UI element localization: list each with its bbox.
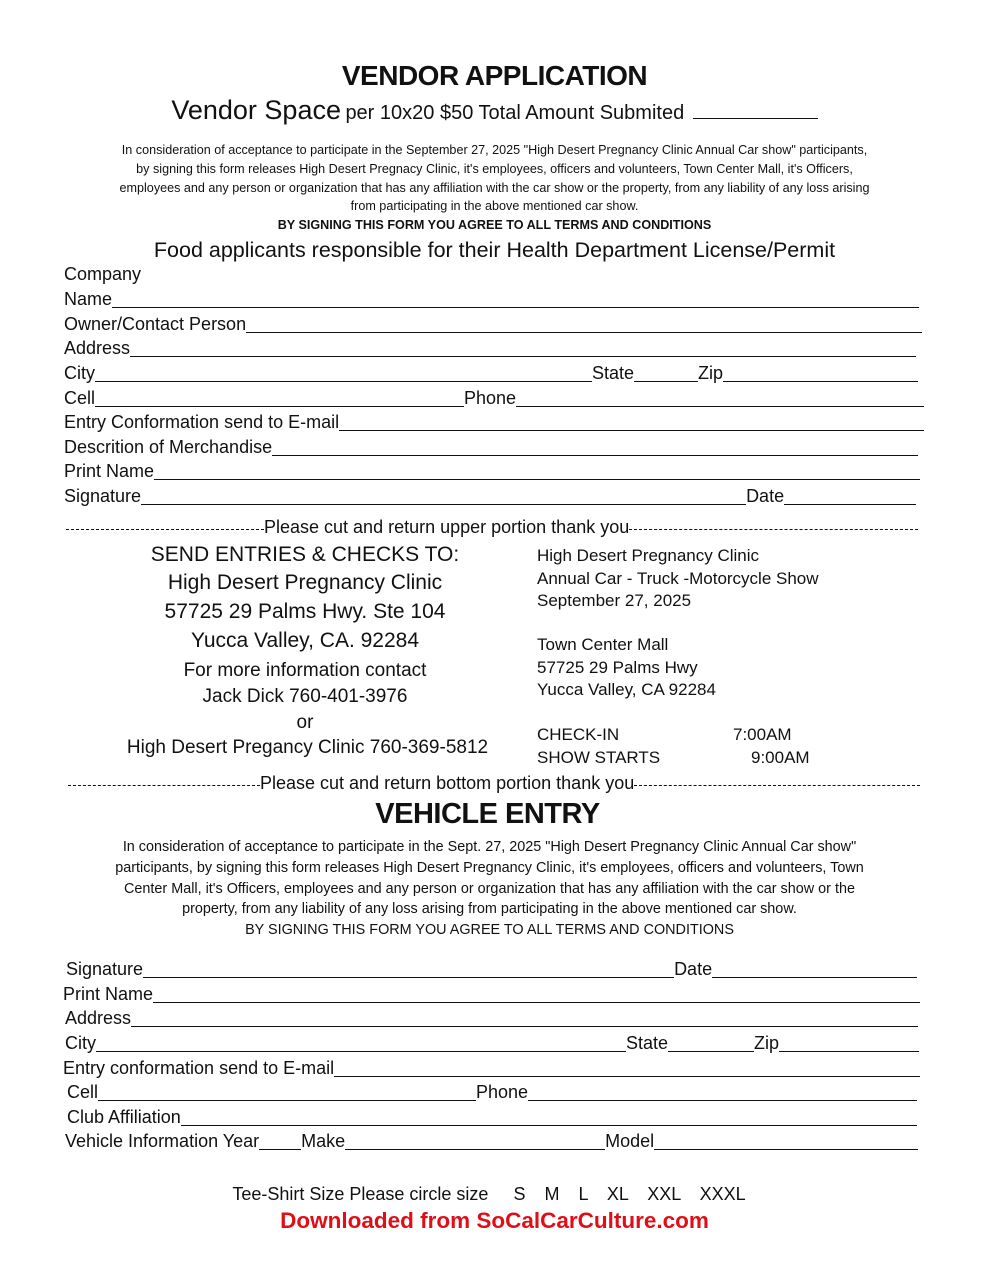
event-org: High Desert Pregnancy Clinic	[537, 546, 760, 565]
vehicle-address-row	[65, 1007, 918, 1029]
cut-text-upper: Please cut and return upper portion thank you	[264, 517, 630, 537]
checkin-time: 7:00AM	[733, 725, 792, 744]
send-to-city: Yucca Valley, CA. 92284	[190, 629, 420, 652]
date-label: Date	[746, 486, 785, 506]
v-address-field[interactable]	[131, 1026, 918, 1027]
event-name: Annual Car - Truck -Motorcycle Show	[537, 568, 819, 588]
v-cell-field[interactable]	[98, 1100, 476, 1101]
vehicle-signature-row	[66, 958, 917, 980]
date-field[interactable]	[784, 504, 916, 505]
send-to-heading: SEND ENTRIES & CHECKS TO:	[150, 543, 460, 566]
vehicle-legal-line: Center Mall, it's Officers, employees and any person or organization that has any affiliation with the car show or the	[124, 880, 855, 897]
club-field[interactable]	[181, 1125, 917, 1126]
or-label: or	[296, 712, 314, 733]
vendor-owner-row	[64, 313, 922, 335]
food-notice: Food applicants responsible for their Health Department License/Permit	[153, 238, 836, 262]
tee-shirt-row	[0, 1184, 978, 1205]
name-label: Name	[64, 289, 113, 309]
checkin-label: CHECK-IN	[537, 725, 620, 744]
contact-jack: Jack Dick 760-401-3976	[202, 686, 408, 707]
v-date-field[interactable]	[712, 977, 917, 978]
vendor-merch-row	[64, 436, 918, 458]
vendor-legal-line: employees and any person or organization that has any affiliation with the car show or the property, from any liability of any loss arising	[119, 180, 870, 195]
event-city: Yucca Valley, CA 92284	[537, 680, 716, 699]
phone-label: Phone	[464, 388, 517, 408]
vendor-space-line	[0, 95, 989, 126]
download-source-text: Downloaded from SoCalCarCulture.com	[280, 1208, 709, 1233]
show-label: SHOW STARTS	[537, 747, 661, 767]
event-street: 57725 29 Palms Hwy	[537, 657, 698, 677]
vehicle-email-row	[63, 1057, 920, 1079]
v-state-label: State	[626, 1033, 669, 1053]
tee-size-option[interactable]: S	[513, 1184, 526, 1204]
address-label: Address	[64, 338, 131, 358]
vendor-signature-row	[64, 485, 916, 507]
v-zip-field[interactable]	[779, 1051, 919, 1052]
v-print-name-label: Print Name	[63, 984, 154, 1004]
vendor-city-row	[64, 362, 918, 384]
v-city-label: City	[65, 1033, 96, 1053]
name-field[interactable]	[112, 307, 919, 308]
tee-shirt-label: Tee-Shirt Size Please circle size	[232, 1184, 489, 1204]
vehicle-print-row	[63, 983, 920, 1005]
show-row	[537, 747, 810, 770]
v-email-label: Entry conformation send to E-mail	[63, 1058, 335, 1078]
checkin-row	[537, 724, 810, 747]
send-to-org: High Desert Pregnancy Clinic	[167, 571, 443, 594]
model-field[interactable]	[654, 1149, 918, 1150]
v-zip-label: Zip	[754, 1033, 780, 1053]
v-phone-label: Phone	[476, 1082, 529, 1102]
dash-line	[629, 529, 918, 530]
phone-field[interactable]	[516, 406, 924, 407]
email-field[interactable]	[339, 430, 924, 431]
tee-size-option[interactable]: L	[578, 1184, 588, 1204]
vendor-name-row	[64, 288, 919, 310]
v-date-label: Date	[674, 959, 713, 979]
vehicle-legal	[0, 837, 979, 941]
v-print-name-field[interactable]	[153, 1002, 920, 1003]
vendor-space-price: per 10x20 $50 Total Amount Submited	[345, 102, 685, 124]
v-signature-field[interactable]	[143, 977, 674, 978]
vehicle-city-row	[65, 1032, 919, 1054]
vehicle-legal-line: In consideration of acceptance to participate in the Sept. 27, 2025 "High Desert Pregnancy Clinic Annual Car show"	[122, 839, 857, 855]
vehicle-year-label: Vehicle Information Year	[65, 1131, 260, 1151]
vendor-email-row	[64, 411, 924, 433]
vehicle-legal-line: property, from any liability of any loss arising from participating in the above mentioned car show.	[182, 901, 797, 918]
vendor-space-label: Vendor Space	[171, 95, 341, 125]
make-field[interactable]	[345, 1149, 605, 1150]
tee-size-option[interactable]: XXL	[647, 1184, 681, 1204]
vehicle-info-row	[65, 1130, 918, 1152]
vendor-legal-line: from participating in the above mentioned car show.	[350, 199, 639, 214]
vendor-legal-line: In consideration of acceptance to participate in the September 27, 2025 "High Desert Pregnancy Clinic Annual Car show" participants,	[121, 143, 868, 157]
print-name-label: Print Name	[64, 461, 155, 481]
send-to-block	[95, 542, 515, 736]
zip-field[interactable]	[723, 381, 918, 382]
cut-text-lower: Please cut and return bottom portion thank you	[260, 773, 635, 793]
vendor-agree: BY SIGNING THIS FORM YOU AGREE TO ALL TERMS AND CONDITIONS	[277, 218, 712, 233]
cell-field[interactable]	[95, 406, 464, 407]
event-times	[537, 724, 810, 769]
vehicle-year-field[interactable]	[259, 1149, 301, 1150]
send-to-street: 57725 29 Palms Hwy. Ste 104	[164, 600, 446, 623]
vehicle-cell-row	[67, 1081, 917, 1103]
tee-size-option[interactable]: M	[544, 1184, 560, 1204]
show-time: 9:00AM	[751, 747, 810, 767]
vehicle-title: VEHICLE ENTRY	[375, 798, 600, 830]
dash-line	[634, 785, 920, 786]
tee-size-option[interactable]: XL	[606, 1184, 629, 1204]
dash-line	[68, 785, 260, 786]
cut-line-lower	[68, 773, 920, 794]
vendor-print-row	[64, 460, 920, 482]
tee-size-option[interactable]: XXXL	[699, 1184, 746, 1204]
vendor-title: VENDOR APPLICATION	[341, 60, 648, 91]
cell-label: Cell	[64, 388, 96, 408]
address-field[interactable]	[130, 356, 916, 357]
zip-label: Zip	[698, 363, 724, 383]
city-label: City	[64, 363, 95, 383]
total-amount-field[interactable]	[693, 118, 818, 119]
event-info-block	[537, 545, 819, 613]
vehicle-legal-line: participants, by signing this form releases High Desert Pregnancy Clinic, it's employees, officers and volunteers, Town	[115, 859, 864, 876]
print-name-field[interactable]	[154, 479, 920, 480]
vendor-cell-row	[64, 387, 924, 409]
model-label: Model	[605, 1131, 655, 1151]
merch-label: Descrition of Merchandise	[64, 437, 273, 457]
signature-label: Signature	[64, 486, 142, 506]
cut-line-upper	[66, 517, 918, 538]
event-venue: Town Center Mall	[537, 635, 669, 654]
event-venue-block	[537, 634, 716, 702]
dash-line	[66, 529, 264, 530]
v-signature-label: Signature	[66, 959, 144, 979]
vendor-address-row	[64, 337, 916, 359]
state-label: State	[592, 363, 635, 383]
owner-label: Owner/Contact Person	[64, 314, 247, 334]
signature-field[interactable]	[141, 504, 746, 505]
state-field[interactable]	[634, 381, 698, 382]
owner-field[interactable]	[246, 332, 922, 333]
email-label: Entry Conformation send to E-mail	[64, 412, 340, 432]
v-city-field[interactable]	[96, 1051, 626, 1052]
more-info-label: For more information contact	[183, 660, 427, 681]
v-phone-field[interactable]	[528, 1100, 917, 1101]
v-cell-label: Cell	[67, 1082, 99, 1102]
make-label: Make	[301, 1131, 346, 1151]
vehicle-club-row	[67, 1106, 917, 1128]
vehicle-legal-line: BY SIGNING THIS FORM YOU AGREE TO ALL TERMS AND CONDITIONS	[245, 922, 734, 939]
clinic-phone: High Desert Pregancy Clinic 760-369-5812	[126, 737, 489, 758]
club-label: Club Affiliation	[67, 1107, 181, 1127]
v-address-label: Address	[65, 1008, 132, 1028]
merch-field[interactable]	[272, 455, 918, 456]
vendor-legal-line: by signing this form releases High Desert Pregnacy Clinic, it's employees, officers and volunteers, Town Center Mall, it's Officers,	[136, 161, 853, 176]
event-date: September 27, 2025	[537, 591, 692, 610]
company-label: Company	[64, 264, 142, 284]
city-field[interactable]	[95, 381, 592, 382]
v-email-field[interactable]	[334, 1076, 920, 1077]
vendor-legal	[0, 141, 989, 235]
v-state-field[interactable]	[668, 1051, 754, 1052]
